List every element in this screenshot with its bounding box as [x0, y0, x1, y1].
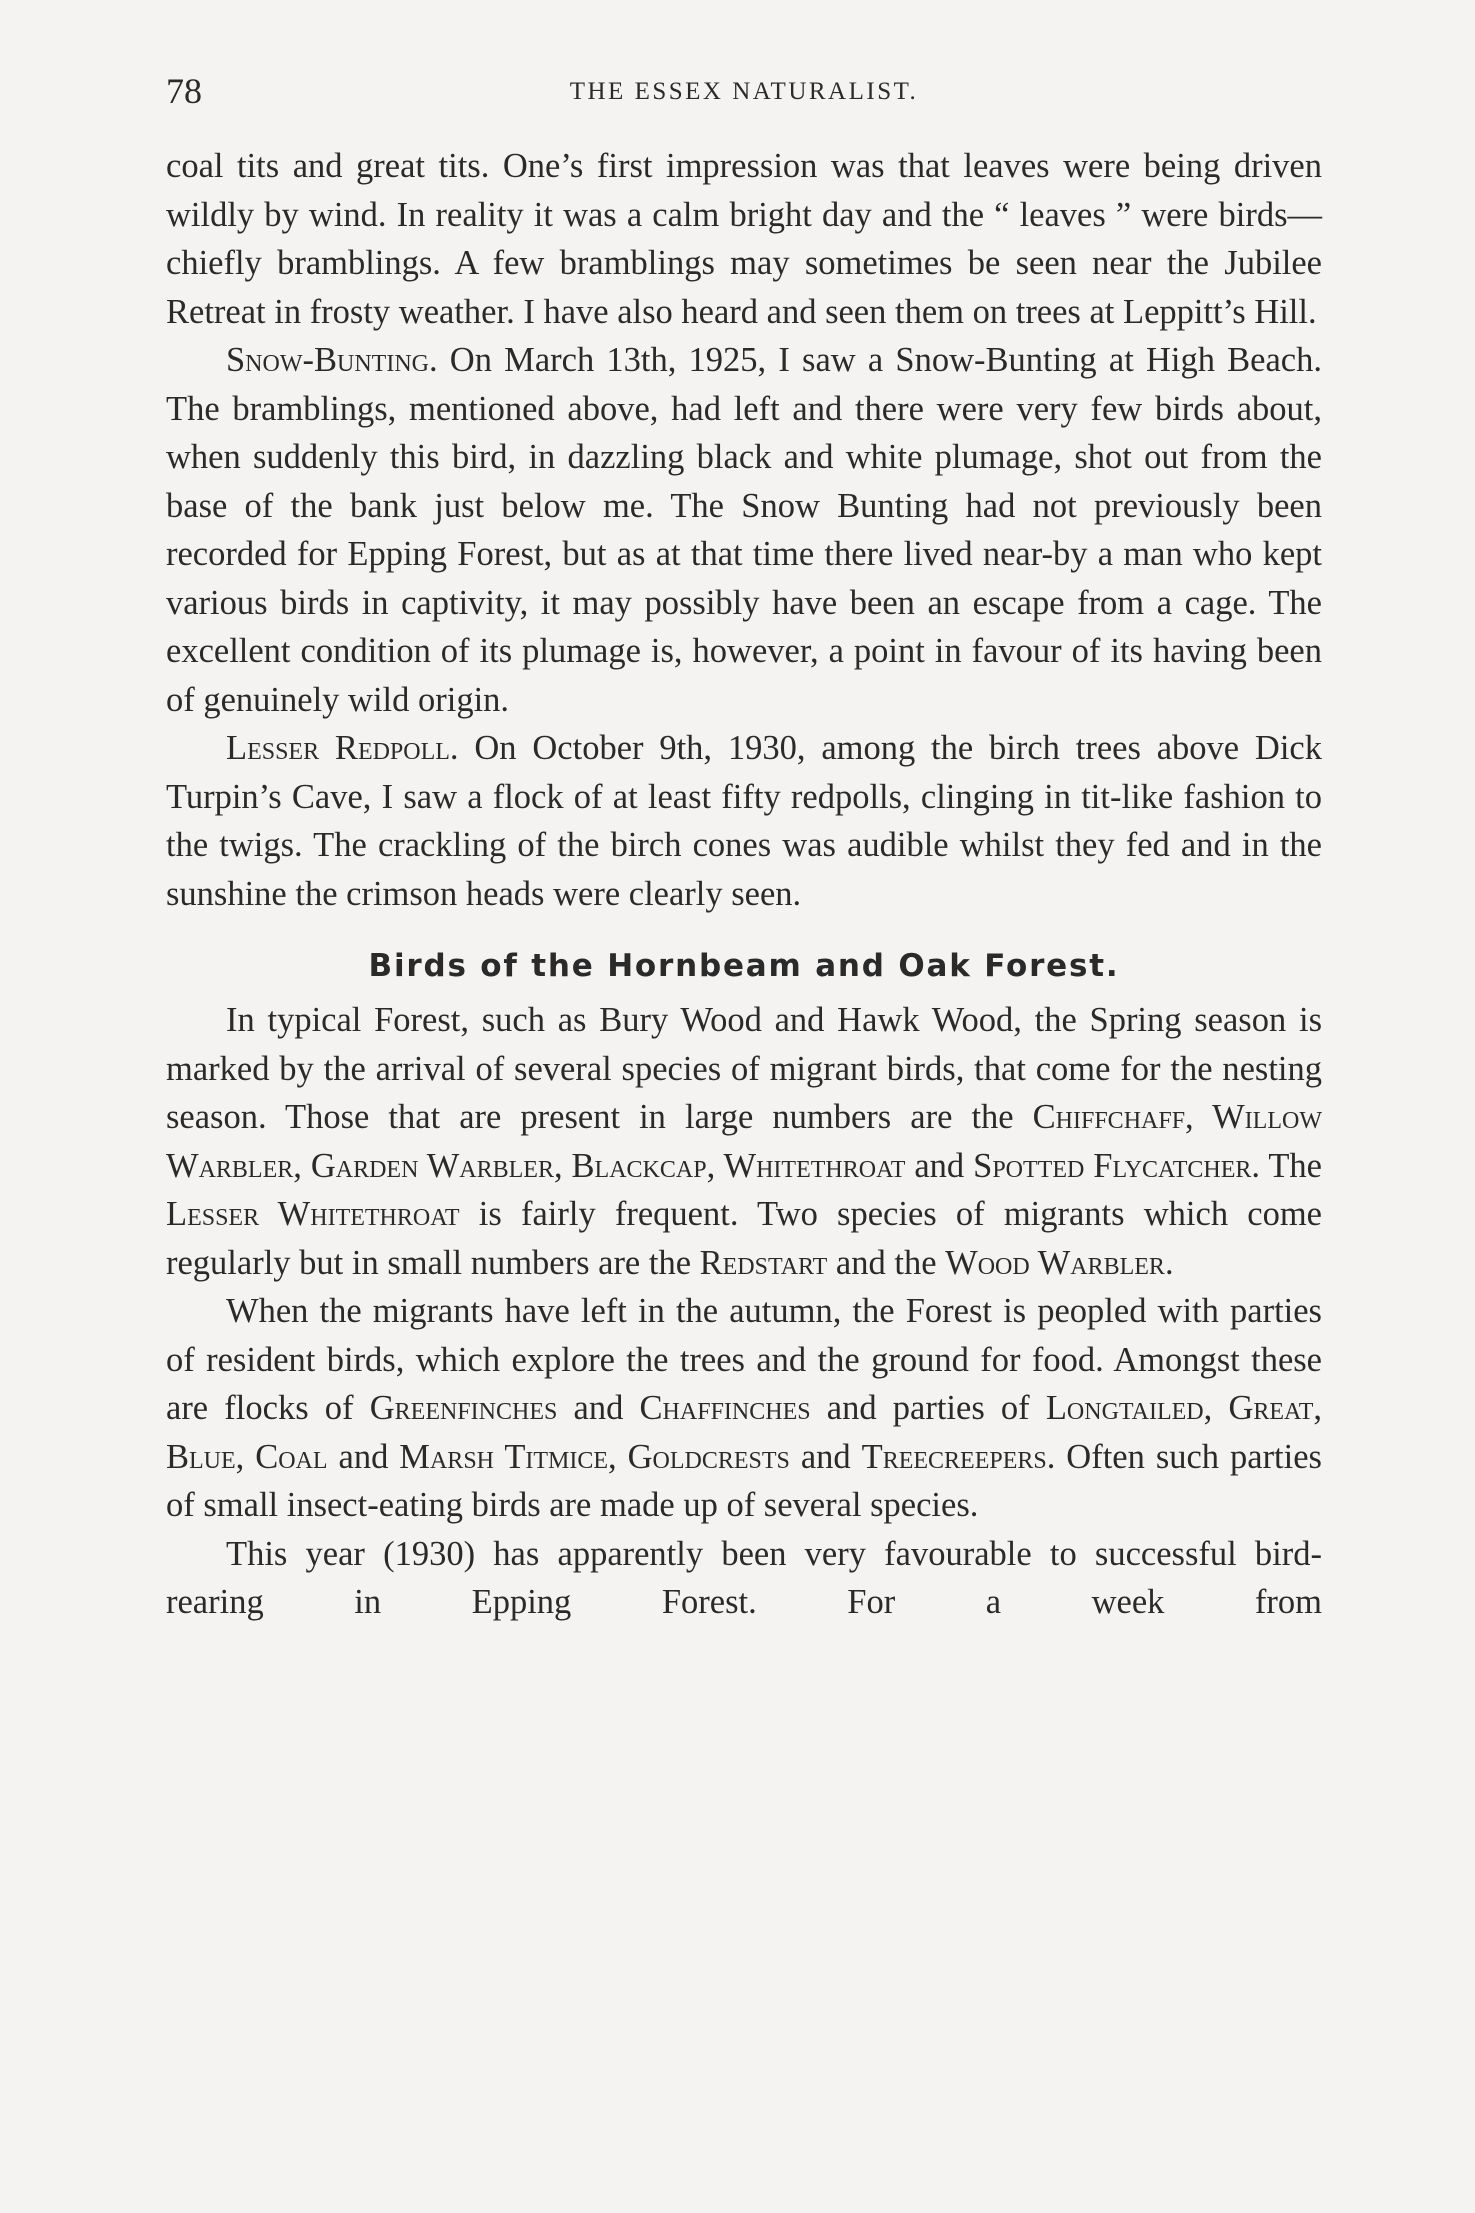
paragraph-text: On October 9th, 1930, among the birch trees above Dick Turpin’s Cave, I saw a flock of at least fifty redpolls, clinging in tit-like fashion to the twigs. The crackling of the birch cones was audible whilst they fed and in the sunshine the crimson heads were clearly seen.	[166, 729, 1322, 913]
species-names: Chiffchaff, Willow Warbler, Garden Warbler, Blackcap, Whitethroat	[166, 1098, 1322, 1185]
species-heading: Lesser Redpoll.	[226, 729, 459, 767]
species-names: Lesser Whitethroat	[166, 1195, 460, 1233]
text-run: When the migrants have left in the autumn, the Forest is peopled with parties of resident birds, which explore the trees and the ground for food. Amongst these are flocks of	[166, 1292, 1322, 1427]
paragraph-resident-birds	[166, 1287, 1322, 1530]
page-header	[166, 70, 1322, 120]
running-title: THE ESSEX NATURALIST.	[569, 78, 919, 105]
section-heading: Birds of the Hornbeam and Oak Forest.	[368, 948, 1120, 984]
species-names: Treecreepers.	[861, 1437, 1056, 1476]
text-run: and	[327, 1437, 400, 1476]
paragraph-brambling	[166, 142, 1322, 336]
species-names: Longtailed, Great, Blue, Coal	[166, 1389, 1322, 1476]
paragraph-text: This year (1930) has apparently been very favourable to successful bird-rearing in Epping Forest. For a week from	[166, 1534, 1322, 1621]
paragraph-snow-bunting	[166, 336, 1322, 724]
paragraph-text: coal tits and great tits. One’s first impression was that leaves were being driven wildly by wind. In reality it was a calm bright day and the “ leaves ” were birds—chiefly bramblings. A few bramblings may sometimes be seen near the Jubilee Retreat in frosty weather. I have also heard and seen them on trees at Leppitt’s Hill.	[166, 147, 1322, 331]
species-names: Greenfinches	[369, 1389, 558, 1427]
text-run: Often such parties of small insect-eating birds are made up of several species.	[166, 1437, 1322, 1524]
body-text	[166, 142, 1322, 1627]
species-names: Wood Warbler.	[945, 1243, 1174, 1282]
paragraph-lesser-redpoll	[166, 724, 1322, 918]
text-run: and	[789, 1437, 862, 1476]
species-names: Marsh Titmice, Goldcrests	[399, 1437, 790, 1476]
species-names: Redstart	[699, 1243, 828, 1282]
text-run: The	[1260, 1146, 1322, 1185]
species-names: Spotted Flycatcher.	[973, 1146, 1261, 1185]
text-run: and parties of	[810, 1389, 1046, 1427]
text-run: In typical Forest, such as Bury Wood and Hawk Wood, the Spring season is marked by the arrival of several species of migrant birds, that come for the nesting season. Those that are present in large numbers are the	[166, 1001, 1322, 1136]
species-names: Chaffinches	[639, 1389, 811, 1427]
text-run: and the	[827, 1243, 946, 1282]
species-heading: Snow-Bunting.	[226, 341, 438, 379]
paragraph-migrants	[166, 996, 1322, 1287]
text-run: and	[557, 1389, 640, 1427]
paragraph-text: On March 13th, 1925, I saw a Snow-Bunting at High Beach. The bramblings, mentioned above, had left and there were very few birds about, when suddenly this bird, in dazzling black and white plumage, shot out from the base of the bank just below me. The Snow Bunting had not previously been recorded for Epping Forest, but as at that time there lived near-by a man who kept various birds in captivity, it may possibly have been an escape from a cage. The excellent condition of its plumage is, however, a point in favour of its having been of genuinely wild origin.	[166, 341, 1322, 719]
paragraph-1930	[166, 1530, 1322, 1627]
text-run: is fairly frequent. Two species of migrants which come regularly but in small numbers are the	[166, 1195, 1322, 1282]
page-number: 78	[166, 71, 202, 111]
text-run: and	[905, 1146, 974, 1185]
